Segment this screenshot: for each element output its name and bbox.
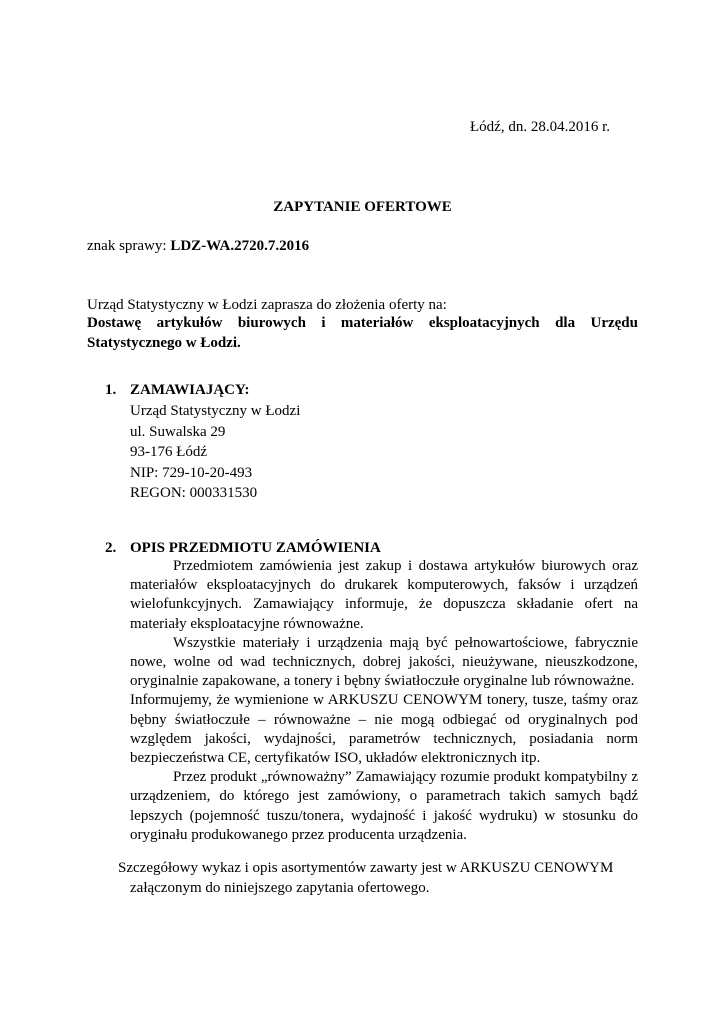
section-2-number: 2. bbox=[105, 540, 117, 556]
case-reference bbox=[87, 236, 309, 256]
address-line: NIP: 729-10-20-493 bbox=[130, 464, 253, 481]
address-line: ul. Suwalska 29 bbox=[130, 423, 226, 440]
body-paragraph: Przez produkt „równoważny” Zamawiający rozumie produkt kompatybilny z urządzeniem, do którego jest zamówiony, o parametrach takich samych bądź lepszych (pojemność tuszu/tonera, wydajność i jakość wydruku) w stosunku do oryginału produkowanego przez producenta urządzenia. bbox=[130, 769, 638, 843]
body-paragraph: Informujemy, że wymienione w ARKUSZU CENOWYM tonery, tusze, taśmy oraz bębny światłoczułe – równoważne – nie mogą odbiegać od oryginalnych pod względem jakości, wydajności, parametrów technicznych, posiadania norm bezpieczeństwa CE, certyfikatów ISO, układów elektronicznych itp. bbox=[130, 692, 638, 767]
contracting-authority-address bbox=[130, 401, 300, 504]
section-2-heading: OPIS PRZEDMIOTU ZAMÓWIENIA bbox=[130, 540, 381, 556]
body-paragraph: Przedmiotem zamówienia jest zakup i dostawa artykułów biurowych oraz materiałów eksploatacyjnych do drukarek komputerowych, faksów i urządzeń wielofunkcyjnych. Zamawiający informuje, że dopuszcza składanie ofert na materiały eksploatacyjne równoważne. bbox=[130, 558, 638, 632]
section-1-number: 1. bbox=[105, 382, 117, 398]
intro-text: Urząd Statystyczny w Łodzi zaprasza do złożenia oferty na: bbox=[87, 297, 447, 313]
body-paragraph: Wszystkie materiały i urządzenia mają być pełnowartościowe, fabrycznie nowe, wolne od wad technicznych, dobrej jakości, nieużywane, nieuszkodzone, oryginalnie zapakowane, a tonery i bębny światłoczułe oryginalne lub równoważne. bbox=[130, 634, 638, 690]
address-line: REGON: 000331530 bbox=[130, 485, 258, 501]
section-2-body bbox=[130, 557, 638, 845]
closing-line: Szczegółowy wykaz i opis asortymentów zawarty jest w ARKUSZU CENOWYM bbox=[118, 860, 614, 876]
closing-note bbox=[118, 858, 638, 898]
order-subject: Dostawę artykułów biurowych i materiałów eksploatacyjnych dla Urzędu Statystycznego w Łodzi. bbox=[87, 315, 638, 351]
case-reference-label: znak sprawy: bbox=[87, 238, 171, 254]
address-line: Urząd Statystyczny w Łodzi bbox=[130, 403, 301, 419]
address-line: 93-176 Łódź bbox=[130, 444, 208, 460]
closing-line: załączonym do niniejszego zapytania ofertowego. bbox=[130, 880, 430, 896]
document-title: ZAPYTANIE OFERTOWE bbox=[273, 199, 452, 215]
section-1-heading: ZAMAWIAJĄCY: bbox=[130, 382, 250, 398]
document-date: Łódź, dn. 28.04.2016 r. bbox=[470, 119, 610, 135]
case-reference-value: LDZ-WA.2720.7.2016 bbox=[170, 238, 310, 254]
